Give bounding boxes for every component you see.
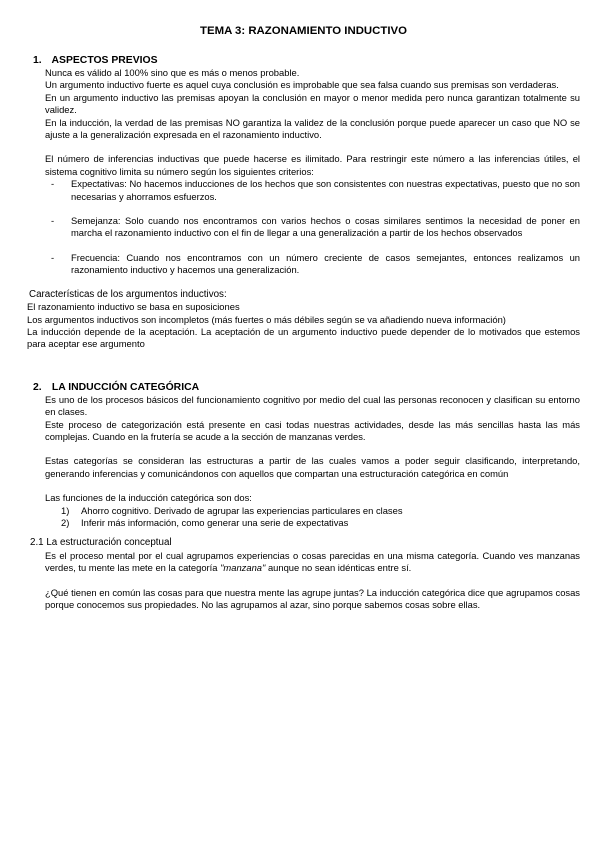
functions-title: Las funciones de la inducción categórica son dos: bbox=[45, 492, 252, 504]
paragraph-text: Es el proceso mental por el cual agrupamos experiencias o cosas parecidas en una misma categoría. Cuando ves manzanas verdes, tu mente las mete en la categoría bbox=[45, 549, 580, 574]
bullet-text: Frecuencia: Cuando nos encontramos con un número creciente de casos semejantes, entonces realizamos un razonamiento inductivo y hacemos una generalización. bbox=[71, 251, 580, 276]
section-2-title: LA INDUCCIÓN CATEGÓRICA bbox=[51, 381, 200, 393]
paragraph bbox=[45, 550, 580, 575]
characteristics-line: El razonamiento inductivo se basa en suposiciones bbox=[27, 301, 240, 313]
subsection-heading: 2.1 La estructuración conceptual bbox=[30, 537, 172, 549]
list-text: Inferir más información, como generar una serie de expectativas bbox=[81, 516, 349, 528]
section-1-number: 1. bbox=[33, 55, 42, 66]
characteristics-line: Los argumentos inductivos son incompletos (más fuertes o más débiles según se va añadiendo nueva información) bbox=[27, 313, 506, 325]
bullet-text: Semejanza: Solo cuando nos encontramos con varios hechos o cosas similares sentimos la necesidad de poner en marcha el razonamiento inductivo con el fin de llegar a una generalización a partir de los hechos observados bbox=[71, 215, 580, 239]
paragraph: Es uno de los procesos básicos del funcionamiento cognitivo por medio del cual las personas reconocen y clasifican su entorno en clases. bbox=[45, 393, 580, 418]
paragraph: Un argumento inductivo fuerte es aquel cuya conclusión es improbable que sea falsa cuando sus premisas son verdaderas. bbox=[45, 79, 559, 91]
section-1-title: ASPECTOS PREVIOS bbox=[51, 55, 158, 66]
list-item bbox=[45, 178, 580, 203]
paragraph: El número de inferencias inductivas que puede hacerse es ilimitado. Para restringir este número a las inferencias útiles, el sistema cognitivo limita su número según los siguientes criterios: bbox=[45, 153, 580, 177]
document-title: TEMA 3: RAZONAMIENTO INDUCTIVO bbox=[200, 25, 407, 37]
section-2-heading bbox=[27, 381, 580, 394]
paragraph: En un argumento inductivo las premisas apoyan la conclusión en mayor o menor medida pero nunca garantizan totalmente su validez. bbox=[45, 91, 580, 116]
section-2-body bbox=[45, 394, 580, 505]
list-item bbox=[45, 215, 580, 240]
bullet-text: Expectativas: No hacemos inducciones de los hechos que son consistentes con nuestras expectativas, puesto que no son necesarias y ahorramos esfuerzos. bbox=[71, 178, 580, 202]
section-2-number: 2. bbox=[33, 381, 42, 393]
paragraph: En la inducción, la verdad de las premisas NO garantiza la validez de la conclusión porque puede aparecer un caso que NO se ajuste a la generalización expresada en el razonamiento inductivo. bbox=[45, 116, 580, 141]
list-text: Ahorro cognitivo. Derivado de agrupar las experiencias particulares en clases bbox=[81, 504, 403, 516]
characteristics-line: La inducción depende de la aceptación. La aceptación de un argumento inductivo puede depender de lo motivados que estemos para aceptar ese argumento bbox=[27, 325, 580, 350]
subsection-body bbox=[45, 550, 580, 612]
characteristics-title: Características de los argumentos inductivos: bbox=[29, 288, 227, 300]
list-item bbox=[61, 517, 580, 529]
list-number: 1) bbox=[61, 504, 70, 516]
emphasis-text: "manzana" bbox=[220, 562, 266, 574]
paragraph: Este proceso de categorización está presente en casi todas nuestras actividades, desde las más sencillas hasta las más complejas. Cuando en la frutería se acude a la sección de manzanas verdes. bbox=[45, 418, 580, 442]
paragraph: ¿Qué tienen en común las cosas para que nuestra mente las agrupe juntas? La inducción categórica dice que agrupamos cosas porque conocemos sus propiedades. No las agrupamos al azar, sino porque sabemos cosas sobre ellas. bbox=[45, 586, 580, 610]
list-item bbox=[45, 252, 580, 277]
bullet-marker: - bbox=[51, 178, 55, 190]
list-item bbox=[61, 505, 580, 517]
section-1-heading bbox=[27, 54, 580, 67]
paragraph: Nunca es válido al 100% sino que es más o menos probable. bbox=[45, 67, 300, 78]
list-number: 2) bbox=[61, 516, 70, 528]
section-1-body bbox=[45, 67, 580, 178]
paragraph-text: aunque no sean idénticas entre sí. bbox=[265, 562, 412, 574]
functions-list bbox=[61, 505, 580, 530]
bullet-marker: - bbox=[51, 215, 55, 227]
bullet-marker: - bbox=[51, 251, 55, 263]
paragraph: Estas categorías se consideran las estructuras a partir de las cuales vamos a poder seguir clasificando, interpretando, generando inferencias y comunicándonos con aquellos que compartan una estructuración categórica en común bbox=[45, 455, 580, 479]
